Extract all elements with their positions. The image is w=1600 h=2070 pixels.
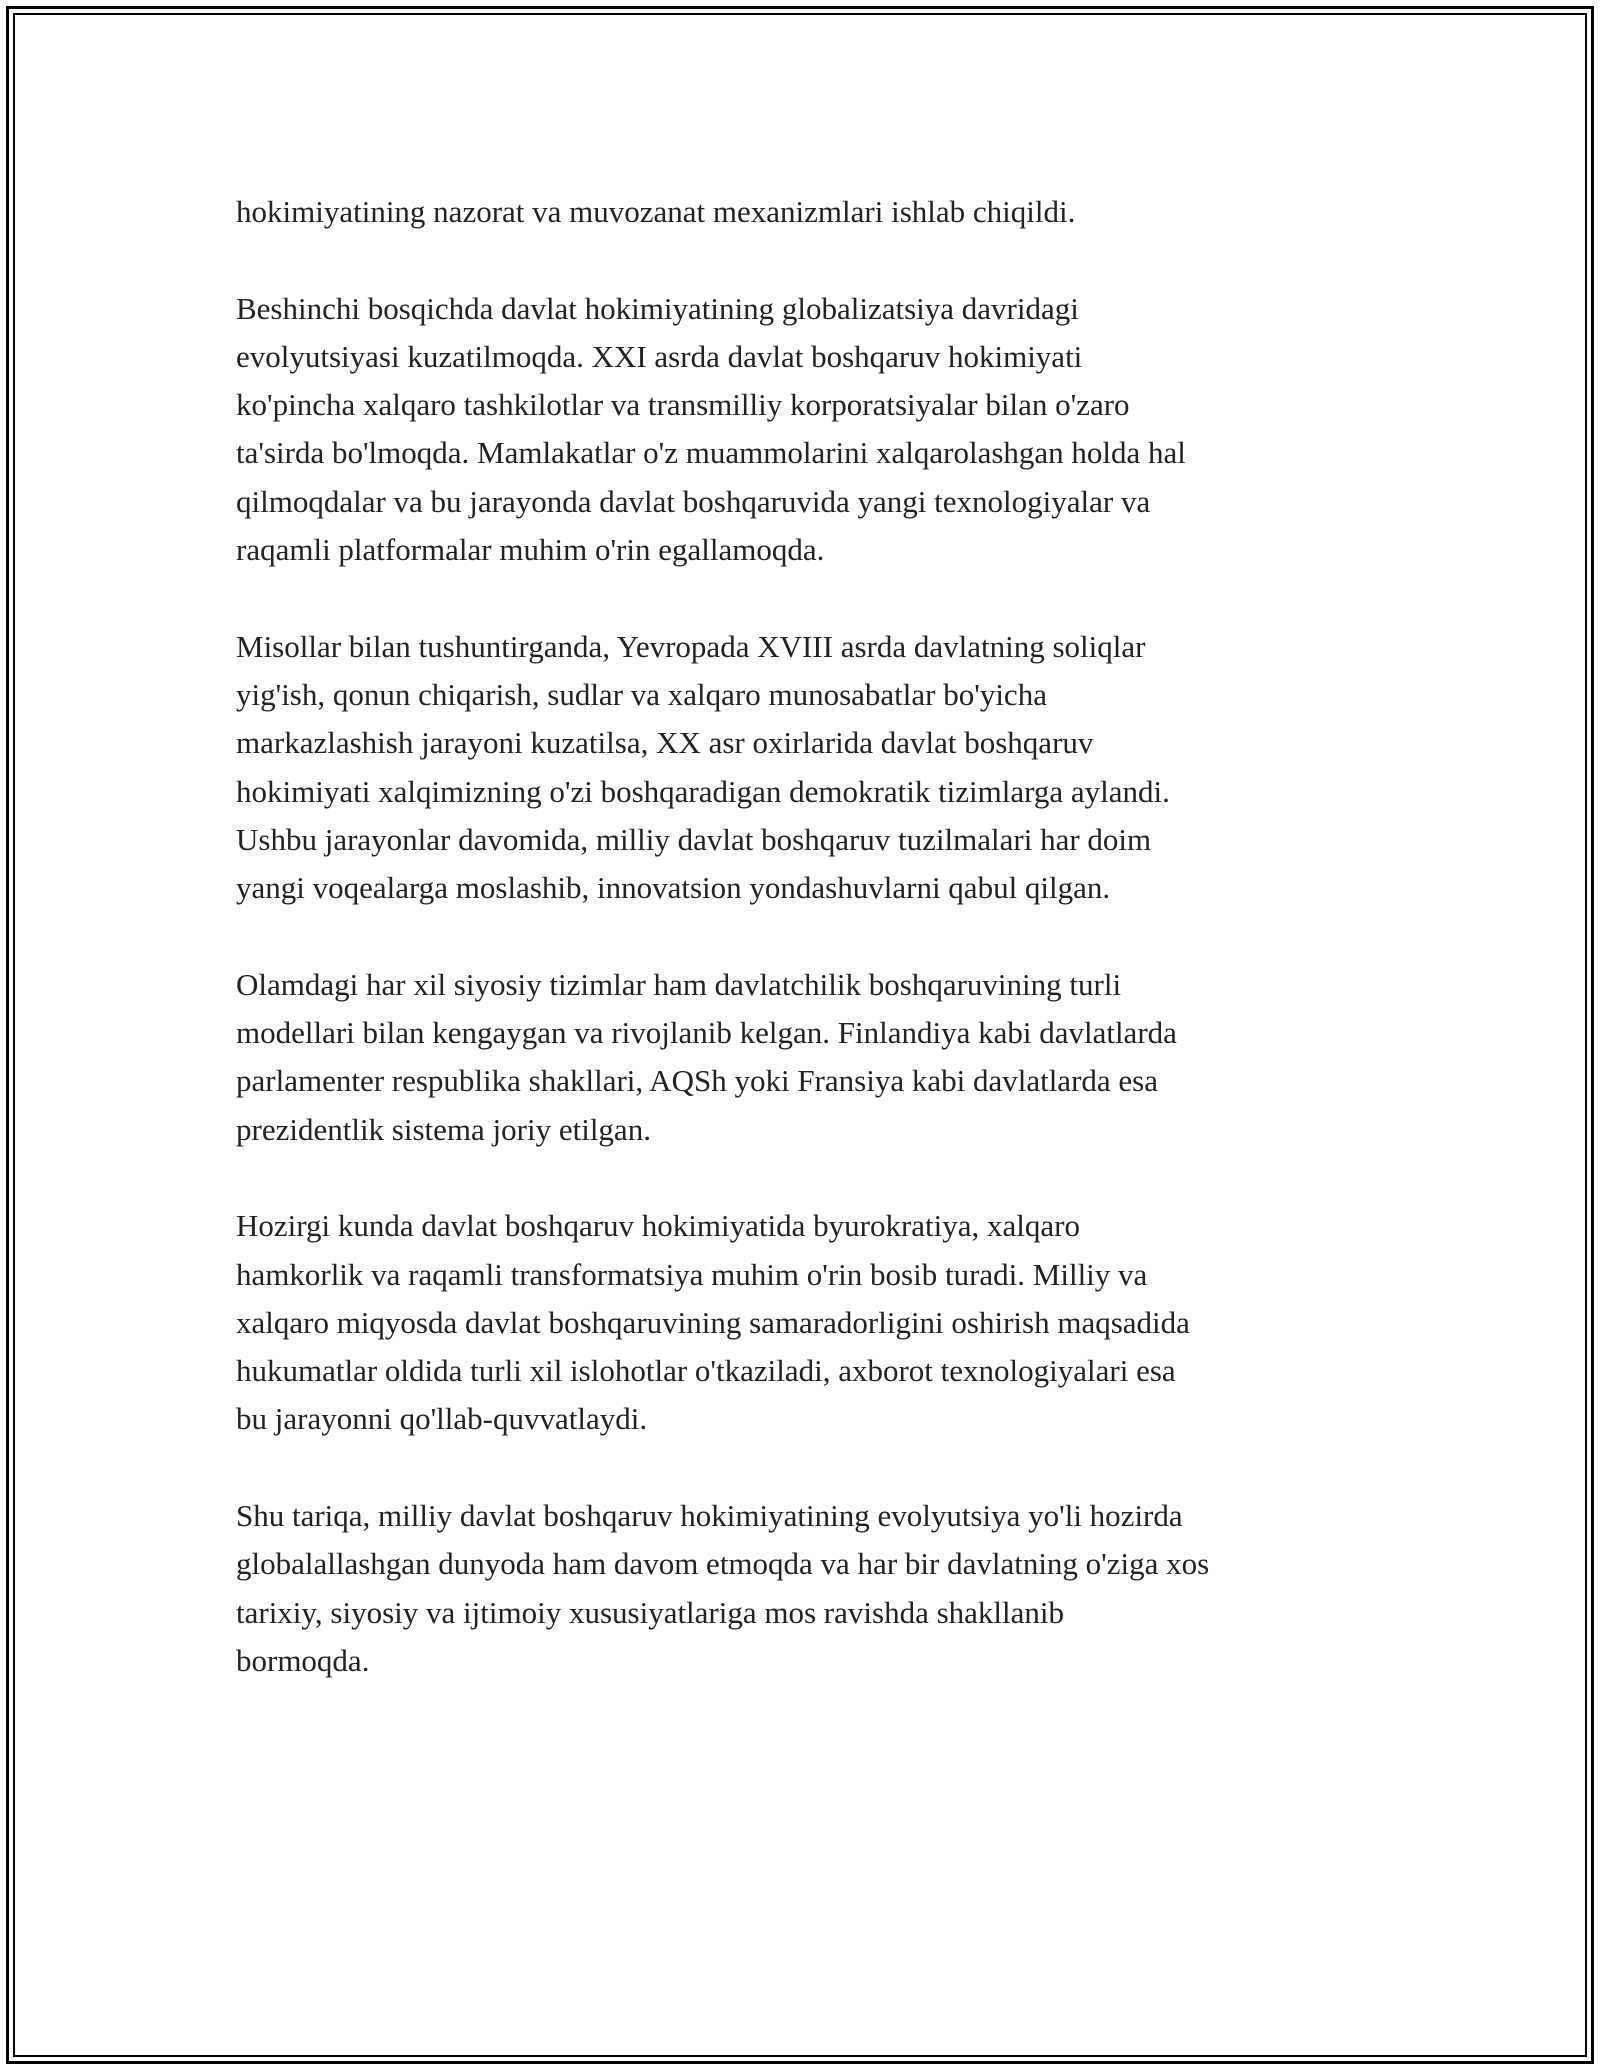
paragraph-4: Olamdagi har xil siyosiy tizimlar ham davlatchilik boshqaruvining turli modellari bilan kengaygan va rivojlanib kelgan. Finlandiya kabi davlatlarda parlamenter respublika shakllari, AQSh yoki Fransiya kabi davlatlarda esa prezidentlik sistema joriy etilgan. — [236, 966, 1177, 1147]
paragraph-6: Shu tariqa, milliy davlat boshqaruv hokimiyatining evolyutsiya yo'li hozirda globalallashgan dunyoda ham davom etmoqda va har bir davlatning o'ziga xos tarixiy, siyosiy va ijtimoiy xususiyatlariga mos ravishda shakllanib bormoqda. — [236, 1498, 1210, 1678]
paragraph-1: hokimiyatining nazorat va muvozanat mexanizmlari ishlab chiqildi. — [236, 194, 1076, 229]
paragraph-2: Beshinchi bosqichda davlat hokimiyatining globalizatsiya davridagi evolyutsiyasi kuzatilmoqda. XXI asrda davlat boshqaruv hokimiyati ko'pincha xalqaro tashkilotlar va transmilliy korporatsiyalar bilan o'zaro ta'sirda bo'lmoqda. Mamlakatlar o'z muammolarini xalqarolashgan holda hal qilmoqdalar va bu jarayonda davlat boshqaruvida yangi texnologiyalar va raqamli platformalar muhim o'rin egallamoqda. — [236, 290, 1186, 568]
paragraph-5: Hozirgi kunda davlat boshqaruv hokimiyatida byurokratiya, xalqaro hamkorlik va raqamli transformatsiya muhim o'rin bosib turadi. Milliy va xalqaro miqyosda davlat boshqaruvining samaradorligini oshirish maqsadida hukumatlar oldida turli xil islohotlar o'tkaziladi, axborot texnologiyalari esa bu jarayonni qo'llab-quvvatlaydi. — [236, 1208, 1190, 1437]
document-body — [236, 188, 1386, 1734]
paragraph-3: Misollar bilan tushuntirganda, Yevropada XVIII asrda davlatning soliqlar yig'ish, qonun chiqarish, sudlar va xalqaro munosabatlar bo'yicha markazlashish jarayoni kuzatilsa, XX asr oxirlarida davlat boshqaruv hokimiyati xalqimizning o'zi boshqaradigan demokratik tizimlarga aylandi. Ushbu jarayonlar davomida, milliy davlat boshqaruv tuzilmalari har doim yangi voqealarga moslashib, innovatsion yondashuvlarni qabul qilgan. — [236, 628, 1170, 906]
